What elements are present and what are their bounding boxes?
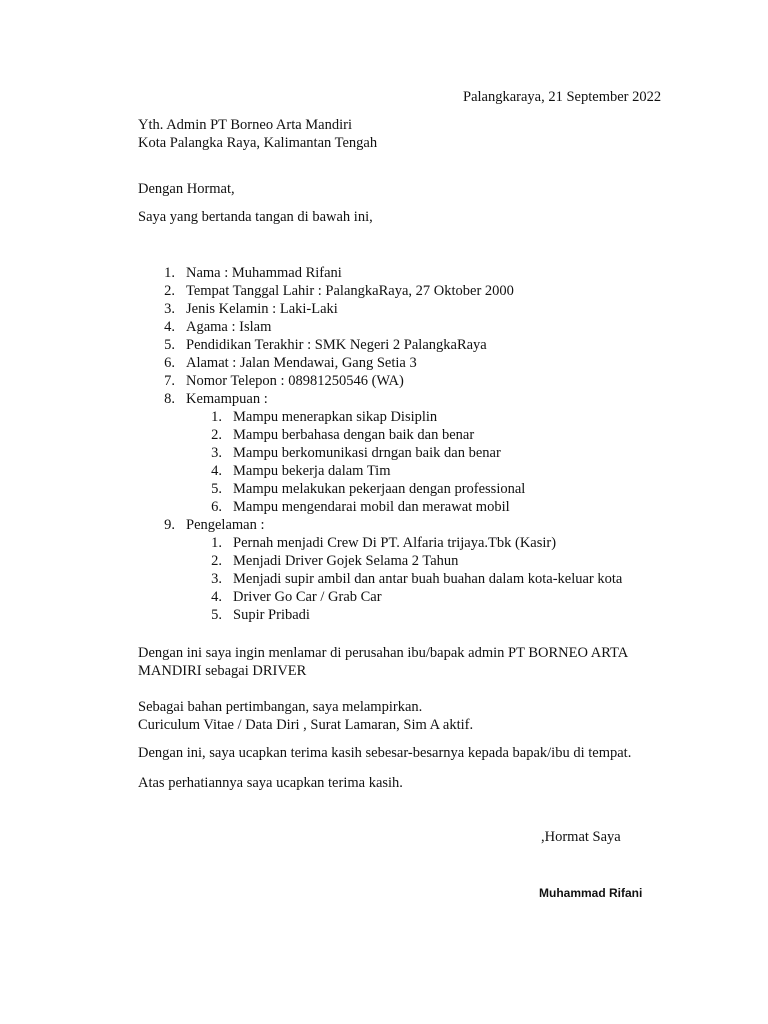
list-number: 1. — [211, 535, 222, 551]
list-number: 1. — [164, 265, 175, 281]
greeting: Dengan Hormat, — [138, 181, 235, 197]
list-text: Agama : Islam — [186, 319, 272, 335]
list-text: Pendidikan Terakhir : SMK Negeri 2 PalangkaRaya — [186, 337, 487, 353]
list-number: 5. — [211, 481, 222, 497]
list-text: Supir Pribadi — [233, 607, 310, 623]
list-number: 5. — [211, 607, 222, 623]
recipient-line-1: Yth. Admin PT Borneo Arta Mandiri — [138, 117, 353, 133]
list-text: Menjadi supir ambil dan antar buah buahan dalam kota-keluar kota — [233, 571, 623, 587]
signature-name: Muhammad Rifani — [539, 886, 643, 900]
list-text: Mampu mengendarai mobil dan merawat mobil — [233, 499, 510, 515]
closing-thanks: Atas perhatiannya saya ucapkan terima kasih. — [138, 775, 403, 791]
list-text: Mampu berbahasa dengan baik dan benar — [233, 427, 475, 443]
list-number: 4. — [164, 319, 175, 335]
list-number: 8. — [164, 391, 175, 407]
list-number: 5. — [164, 337, 175, 353]
application-line-2: MANDIRI sebagai DRIVER — [138, 663, 307, 679]
list-number: 3. — [211, 571, 222, 587]
application-line-1: Dengan ini saya ingin menlamar di perusahan ibu/bapak admin PT BORNEO ARTA — [138, 645, 629, 661]
list-text: Menjadi Driver Gojek Selama 2 Tahun — [233, 553, 459, 569]
list-number: 1. — [211, 409, 222, 425]
list-number: 7. — [164, 373, 175, 389]
list-number: 4. — [211, 589, 222, 605]
list-number: 6. — [211, 499, 222, 515]
list-number: 4. — [211, 463, 222, 479]
list-number: 2. — [211, 553, 222, 569]
list-text: Nomor Telepon : 08981250546 (WA) — [186, 373, 404, 389]
list-text: Mampu bekerja dalam Tim — [233, 463, 391, 479]
intro: Saya yang bertanda tangan di bawah ini, — [138, 209, 373, 225]
thanks: Dengan ini, saya ucapkan terima kasih sebesar-besarnya kepada bapak/ibu di tempat. — [138, 745, 632, 761]
list-number: 2. — [164, 283, 175, 299]
list-text: Tempat Tanggal Lahir : PalangkaRaya, 27 Oktober 2000 — [186, 283, 514, 299]
list-text: Jenis Kelamin : Laki-Laki — [186, 301, 338, 317]
list-number: 3. — [211, 445, 222, 461]
list-text: Mampu menerapkan sikap Disiplin — [233, 409, 438, 425]
list-number: 9. — [164, 517, 175, 533]
recipient-line-2: Kota Palangka Raya, Kalimantan Tengah — [138, 135, 378, 151]
list-text: Mampu melakukan pekerjaan dengan professional — [233, 481, 526, 497]
list-text: Kemampuan : — [186, 391, 268, 407]
list-text: Alamat : Jalan Mendawai, Gang Setia 3 — [186, 355, 417, 371]
attachments-line-2: Curiculum Vitae / Data Diri , Surat Lamaran, Sim A aktif. — [138, 717, 474, 733]
list-text: Pengelaman : — [186, 517, 265, 533]
list-text: Mampu berkomunikasi drngan baik dan benar — [233, 445, 501, 461]
list-number: 2. — [211, 427, 222, 443]
list-text: Nama : Muhammad Rifani — [186, 265, 342, 281]
list-text: Pernah menjadi Crew Di PT. Alfaria trijaya.Tbk (Kasir) — [233, 535, 557, 551]
list-number: 6. — [164, 355, 175, 371]
sign-off: ,Hormat Saya — [541, 829, 621, 845]
attachments-line-1: Sebagai bahan pertimbangan, saya melampirkan. — [138, 699, 423, 715]
list-number: 3. — [164, 301, 175, 317]
list-text: Driver Go Car / Grab Car — [233, 589, 382, 605]
place-date: Palangkaraya, 21 September 2022 — [463, 89, 662, 105]
